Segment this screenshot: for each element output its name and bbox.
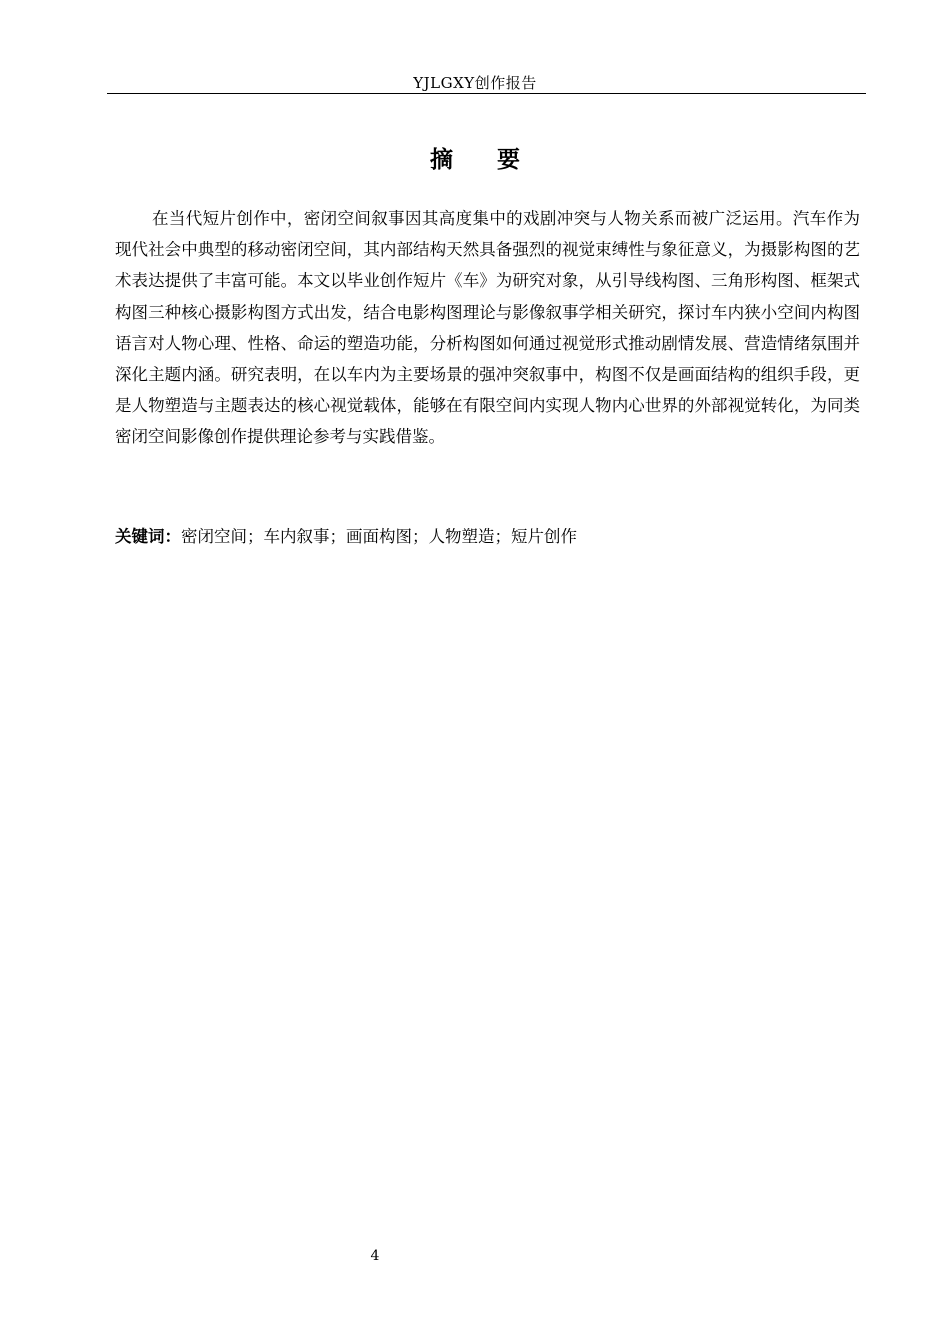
page-number: 4 xyxy=(370,1248,380,1264)
page-title: 摘 要 xyxy=(429,147,538,173)
keywords-value: 密闭空间；车内叙事；画面构图；人物塑造；短片创作 xyxy=(181,527,577,546)
header-divider xyxy=(107,93,866,94)
abstract-paragraph: 在当代短片创作中，密闭空间叙事因其高度集中的戏剧冲突与人物关系而被广泛运用。汽车作为现代社会中典型的移动密闭空间，其内部结构天然具备强烈的视觉束缚性与象征意义，为摄影构图的艺术表达提供了丰富可能。本文以毕业创作短片《车》为研究对象，从引导线构图、三角形构图、框架式构图三种核心摄影构图方式出发，结合电影构图理论与影像叙事学相关研究，探讨车内狭小空间内构图语言对人物心理、性格、命运的塑造功能，分析构图如何通过视觉形式推动剧情发展、营造情绪氛围并深化主题内涵。研究表明，在以车内为主要场景的强冲突叙事中，构图不仅是画面结构的组织手段，更是人物塑造与主题表达的核心视觉载体，能够在有限空间内实现人物内心世界的外部视觉转化，为同类密闭空间影像创作提供理论参考与实践借鉴。 xyxy=(115,209,860,447)
keywords-label: 关键词： xyxy=(115,527,181,546)
keywords-line xyxy=(115,521,860,552)
running-header: YJLGXY创作报告 xyxy=(413,74,537,92)
